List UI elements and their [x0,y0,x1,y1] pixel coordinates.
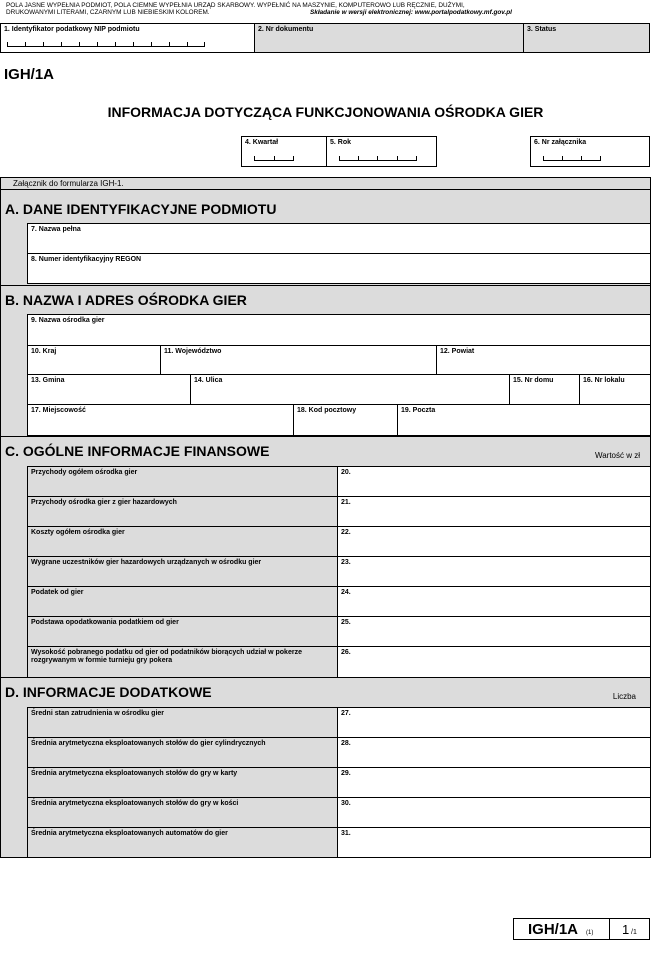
finance-row-label: Podstawa opodatkowania podatkiem od gier [27,616,338,647]
finance-row-label: Koszty ogółem ośrodka gier [27,526,338,557]
field-status [523,23,650,53]
finance-row [27,496,651,526]
finance-row [27,616,651,646]
field-full-name[interactable] [27,223,651,254]
finance-row [27,526,651,556]
field-city-label: 17. Miejscowość [31,407,86,414]
field-postal-code-label: 18. Kod pocztowy [297,407,357,414]
finance-row [27,556,651,586]
field-commune-label: 13. Gmina [31,377,65,384]
field-voivodeship-label: 11. Województwo [164,348,222,355]
info-row-value[interactable]: 28. [337,737,651,768]
form-title: INFORMACJA DOTYCZĄCA FUNKCJONOWANIA OŚRODKA GIER [107,104,544,120]
info-row [27,827,651,857]
field-voivodeship[interactable] [160,345,437,375]
field-center-name[interactable] [27,314,651,346]
field-district[interactable] [436,345,651,375]
field-document-number-label: 2. Nr dokumentu [258,26,314,33]
field-center-name-label: 9. Nazwa ośrodka gier [31,317,105,324]
info-row [27,797,651,827]
info-row [27,707,651,737]
finance-row-value[interactable]: 23. [337,556,651,587]
footer-page-number: 1 [622,922,630,937]
instructions [6,2,646,16]
field-full-name-label: 7. Nazwa pełna [31,226,81,233]
section-b-title: B. NAZWA I ADRES OŚRODKA GIER [5,292,247,308]
field-street-label: 14. Ulica [194,377,223,384]
field-post-office[interactable] [397,404,651,436]
footer-page-total: /1 [631,929,637,936]
field-city[interactable] [27,404,294,436]
field-nip-label: 1. Identyfikator podatkowy NIP podmiotu [4,26,140,33]
info-row-label: Średni stan zatrudnienia w ośrodku gier [27,707,338,738]
info-row-value[interactable]: 27. [337,707,651,738]
quarter-tick-marks [254,156,294,161]
section-d-title: D. INFORMACJE DODATKOWE [5,684,212,700]
finance-row-label: Wysokość pobranego podatku od gier od podatników biorących udział w pokerze rozgrywanym w formie turnieju gry pokera [27,646,338,678]
finance-row-value[interactable]: 26. [337,646,651,678]
form-code: IGH/1A [4,66,55,83]
finance-row-label: Wygrane uczestników gier hazardowych urządzanych w ośrodku gier [27,556,338,587]
finance-row-value[interactable]: 22. [337,526,651,557]
section-c-title: C. OGÓLNE INFORMACJE FINANSOWE [5,443,270,459]
field-regon-label: 8. Numer identyfikacyjny REGON [31,256,142,263]
footer-version: (1) [586,930,594,936]
footer-page-box [609,918,650,940]
field-commune[interactable] [27,374,191,405]
section-c-rows [27,466,651,678]
footer-form-code: IGH/1A [528,921,579,938]
field-attachment-number-label: 6. Nr załącznika [534,139,587,146]
instruction-line-1: POLA JASNE WYPEŁNIA PODMIOT, POLA CIEMNE WYPEŁNIA URZĄD SKARBOWY. WYPEŁNIĆ NA MASZYNIE, KOMPUTEROWO LUB RĘCZNIE, DUŻYMI, [6,2,465,9]
info-row-label: Średnia arytmetyczna eksploatowanych stołów do gry w karty [27,767,338,798]
field-country[interactable] [27,345,161,375]
field-year[interactable] [326,136,437,167]
field-quarter-label: 4. Kwartał [245,139,279,146]
field-post-office-label: 19. Poczta [401,407,436,414]
finance-row-label: Podatek od gier [27,586,338,617]
section-c-unit: Wartość w zł [594,451,640,460]
attachment-tick-marks [543,156,601,161]
field-apartment-number[interactable] [579,374,651,405]
section-d-unit: Liczba [612,692,636,701]
field-house-number[interactable] [509,374,580,405]
info-row-value[interactable]: 31. [337,827,651,858]
finance-row [27,586,651,616]
field-document-number [254,23,524,53]
section-d-rows [27,707,651,857]
year-tick-marks [339,156,417,161]
field-attachment-number[interactable] [530,136,650,167]
section-a-title: A. DANE IDENTYFIKACYJNE PODMIOTU [5,201,277,217]
finance-row [27,646,651,678]
field-country-label: 10. Kraj [31,348,57,355]
finance-row [27,466,651,496]
finance-row-value[interactable]: 25. [337,616,651,647]
attachment-note: Załącznik do formularza IGH-1. [13,179,124,188]
field-regon[interactable] [27,253,651,284]
info-row-value[interactable]: 30. [337,797,651,828]
field-nip[interactable] [0,23,255,53]
info-row [27,737,651,767]
field-status-label: 3. Status [527,26,557,33]
electronic-submission-note: Składanie w wersji elektronicznej: www.portalpodatkowy.mf.gov.pl [310,9,512,16]
field-quarter[interactable] [241,136,327,167]
info-row-label: Średnia arytmetyczna eksploatowanych stołów do gry w kości [27,797,338,828]
finance-row-value[interactable]: 20. [337,466,651,497]
finance-row-value[interactable]: 21. [337,496,651,527]
field-house-number-label: 15. Nr domu [513,377,554,384]
info-row [27,767,651,797]
finance-row-label: Przychody ogółem ośrodka gier [27,466,338,497]
field-apartment-number-label: 16. Nr lokalu [583,377,625,384]
finance-row-value[interactable]: 24. [337,586,651,617]
info-row-value[interactable]: 29. [337,767,651,798]
footer-form-code-box [513,918,610,940]
finance-row-label: Przychody ośrodka gier z gier hazardowych [27,496,338,527]
field-postal-code[interactable] [293,404,398,436]
field-year-label: 5. Rok [330,139,352,146]
nip-tick-marks [7,42,205,47]
instruction-line-2: DRUKOWANYMI LITERAMI, CZARNYM LUB NIEBIESKIM KOLOREM. [6,9,210,16]
info-row-label: Średnia arytmetyczna eksploatowanych automatów do gier [27,827,338,858]
field-street[interactable] [190,374,510,405]
field-district-label: 12. Powiat [440,348,475,355]
info-row-label: Średnia arytmetyczna eksploatowanych stołów do gier cylindrycznych [27,737,338,768]
